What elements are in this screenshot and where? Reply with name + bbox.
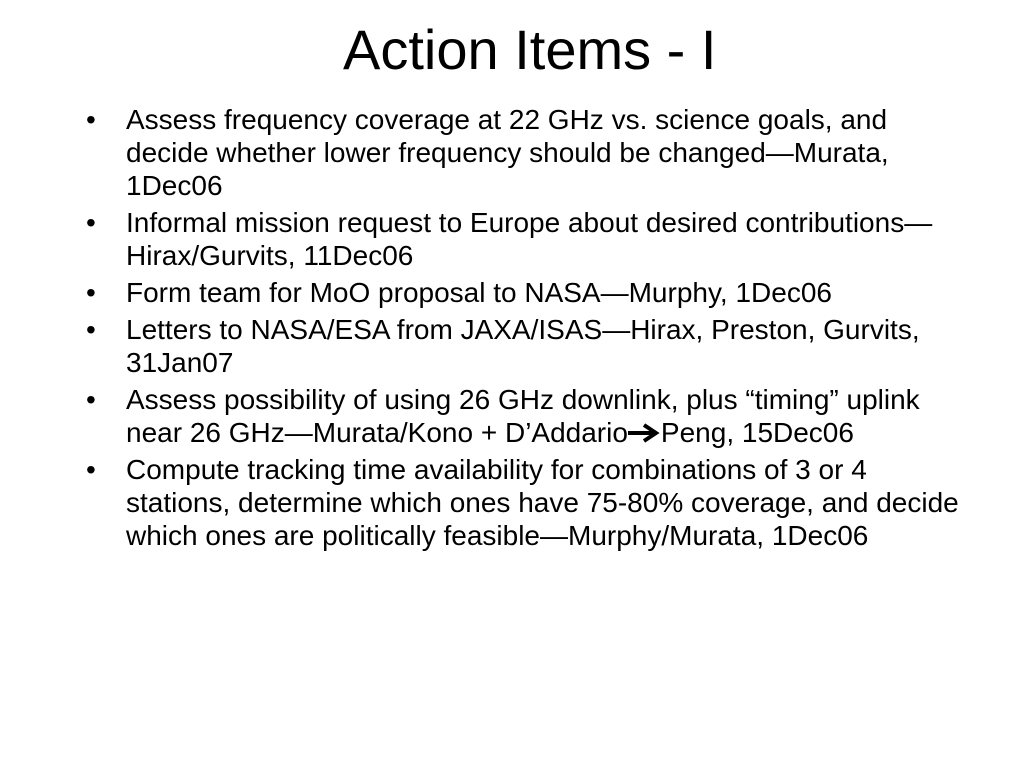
slide-title: Action Items - I bbox=[343, 18, 717, 81]
action-item-text-before-arrow: Assess possibility of using 26 GHz downlink, plus “timing” uplink near 26 GHz—Murata/Kono + D’Addario bbox=[126, 384, 920, 448]
bullet-icon: • bbox=[86, 104, 96, 135]
list-item bbox=[86, 103, 966, 202]
bullet-icon: • bbox=[86, 207, 96, 238]
action-item-text bbox=[126, 383, 966, 449]
list-item bbox=[86, 313, 966, 379]
action-item-text: Assess frequency coverage at 22 GHz vs. science goals, and decide whether lower frequency should be changed—Murata, 1Dec06 bbox=[126, 104, 889, 201]
right-arrow-icon bbox=[628, 422, 661, 444]
bullet-icon: • bbox=[86, 384, 96, 415]
bullet-icon: • bbox=[86, 454, 96, 485]
action-item-text: Form team for MoO proposal to NASA—Murphy, 1Dec06 bbox=[126, 277, 832, 308]
action-items-list bbox=[86, 103, 966, 556]
action-item-text: Compute tracking time availability for combinations of 3 or 4 stations, determine which ones have 75-80% coverage, and decide which ones are politically feasible—Murphy/Murata, 1Dec06 bbox=[126, 454, 959, 551]
list-item bbox=[86, 276, 966, 309]
list-item bbox=[86, 206, 966, 272]
action-item-text: Informal mission request to Europe about desired contributions—Hirax/Gurvits, 11Dec06 bbox=[126, 207, 933, 271]
list-item bbox=[86, 453, 966, 552]
bullet-icon: • bbox=[86, 314, 96, 345]
bullet-icon: • bbox=[86, 277, 96, 308]
list-item bbox=[86, 383, 966, 449]
action-item-text-after-arrow: Peng, 15Dec06 bbox=[660, 417, 854, 448]
action-item-text: Letters to NASA/ESA from JAXA/ISAS—Hirax, Preston, Gurvits, 31Jan07 bbox=[126, 314, 920, 378]
